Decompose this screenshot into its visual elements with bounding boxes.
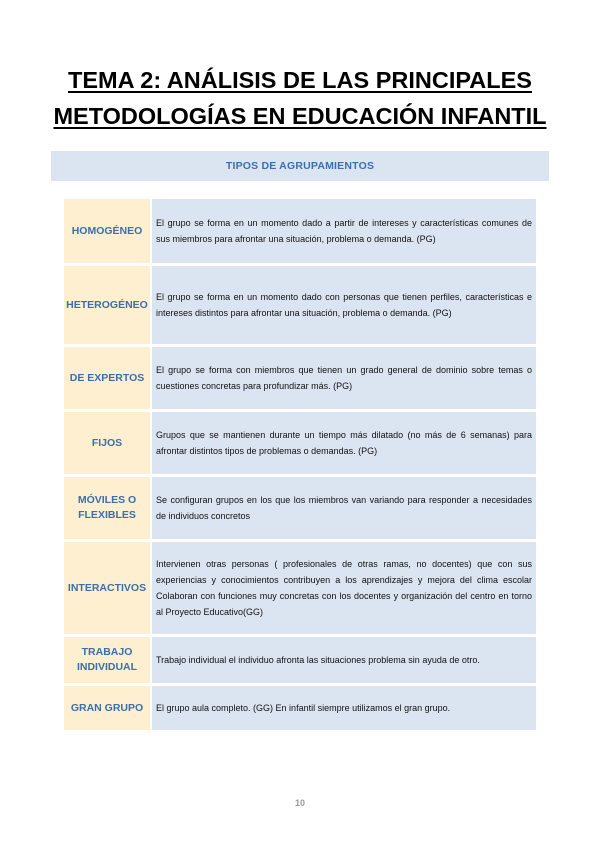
row-type: GRAN GRUPO	[64, 686, 150, 730]
row-type: INTERACTIVOS	[64, 542, 150, 634]
document-title	[0, 62, 600, 134]
table-row	[64, 477, 536, 539]
grouping-types-table	[64, 199, 536, 733]
row-type: MÓVILES O FLEXIBLES	[64, 477, 150, 539]
row-type: FIJOS	[64, 412, 150, 474]
row-description: Grupos que se mantienen durante un tiempo más dilatado (no más de 6 semanas) para afrontar distintos tipos de problemas o demandas. (PG)	[152, 412, 536, 474]
title-line-1: TEMA 2: ANÁLISIS DE LAS PRINCIPALES	[68, 67, 532, 93]
table-row	[64, 266, 536, 344]
table-row	[64, 686, 536, 730]
row-type: DE EXPERTOS	[64, 347, 150, 409]
row-description: Se configuran grupos en los que los miembros van variando para responder a necesidades de individuos concretos	[152, 477, 536, 539]
title-line-2: METODOLOGÍAS EN EDUCACIÓN INFANTIL	[53, 103, 547, 129]
row-type: HOMOGÉNEO	[64, 199, 150, 263]
row-description: El grupo se forma en un momento dado a partir de intereses y características comunes de sus miembros para afrontar una situación, problema o demanda. (PG)	[152, 199, 536, 263]
table-row	[64, 412, 536, 474]
row-description: El grupo se forma en un momento dado con personas que tienen perfiles, características e intereses distintos para afrontar una situación, problema o demanda. (PG)	[152, 266, 536, 344]
table-row	[64, 637, 536, 683]
row-type: HETEROGÉNEO	[64, 266, 150, 344]
row-description: El grupo aula completo. (GG) En infantil siempre utilizamos el gran grupo.	[152, 686, 536, 730]
page-number: 10	[294, 798, 305, 808]
row-type: TRABAJO INDIVIDUAL	[64, 637, 150, 683]
table-row	[64, 199, 536, 263]
row-description: Trabajo individual el individuo afronta las situaciones problema sin ayuda de otro.	[152, 637, 536, 683]
table-row	[64, 542, 536, 634]
section-header: TIPOS DE AGRUPAMIENTOS	[51, 151, 549, 181]
row-description: El grupo se forma con miembros que tienen un grado general de dominio sobre temas o cuestiones concretas para profundizar más. (PG)	[152, 347, 536, 409]
table-row	[64, 347, 536, 409]
row-description: Intervienen otras personas ( profesionales de otras ramas, no docentes) que con sus experiencias y conocimientos contribuyen a los aprendizajes y mejora del clima escolar Colaboran con funciones muy concretas con los docentes y organización del centro en torno al Proyecto Educativo(GG)	[152, 542, 536, 634]
